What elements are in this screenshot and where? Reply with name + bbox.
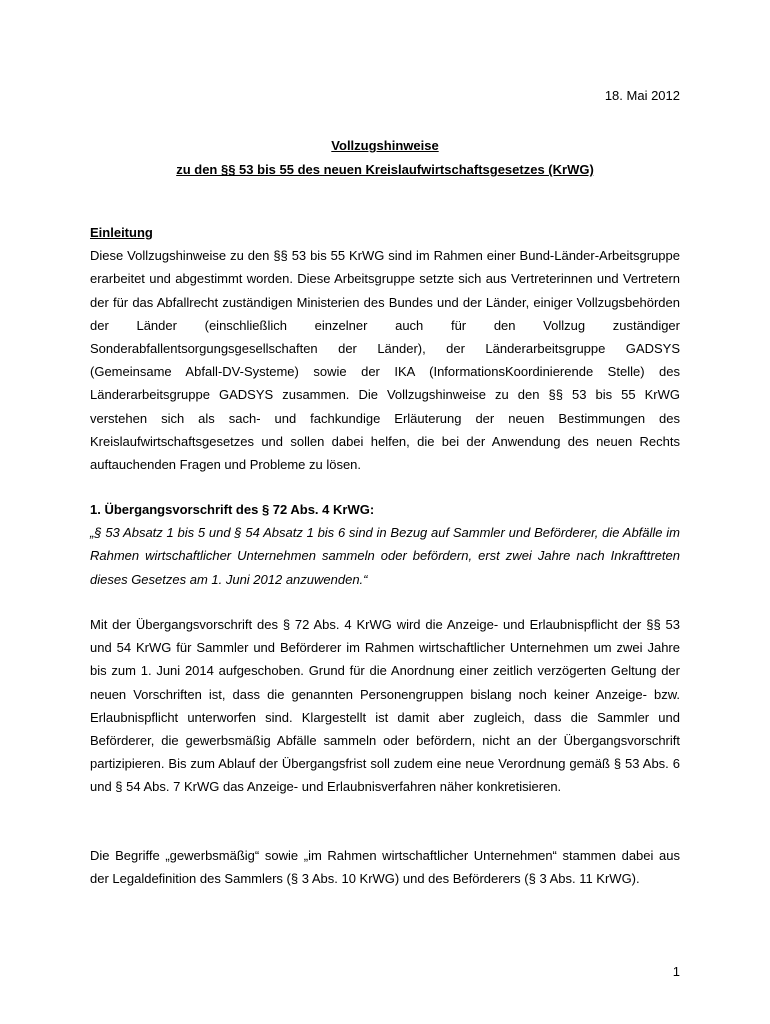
page-number: 1 — [672, 964, 680, 979]
document-date: 18. Mai 2012 — [604, 88, 680, 103]
title-line-2: zu den §§ 53 bis 55 des neuen Kreislaufwirtschaftsgesetzes (KrWG) — [176, 162, 594, 177]
section-1-quote: „§ 53 Absatz 1 bis 5 und § 54 Absatz 1 bis 6 sind in Bezug auf Sammler und Beförderer, die Abfälle im Rahmen wirtschaftlicher Unternehmen sammeln oder befördern, erst zwei Jahre nach Inkrafttreten dieses Gesetzes am 1. Juni 2012 anzuwenden.“ — [90, 525, 680, 587]
paragraph-2 — [90, 613, 680, 799]
paragraph-3-text: Die Begriffe „gewerbsmäßig“ sowie „im Rahmen wirtschaftlicher Unternehmen“ stammen dabei aus der Legaldefinition des Sammlers (§ 3 Abs. 10 KrWG) und des Beförderers (§ 3 Abs. 11 KrWG). — [90, 848, 680, 887]
paragraph-3 — [90, 844, 680, 890]
section-1 — [90, 498, 680, 591]
intro-heading: Einleitung — [90, 225, 153, 240]
intro-section — [90, 221, 680, 476]
title-line-1: Vollzugshinweise — [331, 138, 439, 153]
paragraph-2-text: Mit der Übergangsvorschrift des § 72 Abs. 4 KrWG wird die Anzeige- und Erlaubnispflicht der §§ 53 und 54 KrWG für Sammler und Beförderer im Rahmen wirtschaftlicher Unternehmen um zwei Jahre bis zum 1. Juni 2014 aufgeschoben. Grund für die Anordnung einer zeitlich verzögerten Geltung der neuen Vorschriften ist, dass die genannten Personengruppen bislang noch keiner Anzeige- bzw. Erlaubnispflicht unterworfen sind. Klargestellt ist damit aber zugleich, dass die Sammler und Beförderer, die gewerbsmäßig Abfälle sammeln oder befördern, nicht an der Übergangsvorschrift partizipieren. Bis zum Ablauf der Übergangsfrist soll zudem eine neue Verordnung gemäß § 53 Abs. 6 und § 54 Abs. 7 KrWG das Anzeige- und Erlaubnisverfahren näher konkretisieren. — [90, 617, 680, 795]
document-title — [90, 134, 680, 182]
intro-paragraph: Diese Vollzugshinweise zu den §§ 53 bis 55 KrWG sind im Rahmen einer Bund-Länder-Arbeitsgruppe erarbeitet und abgestimmt worden. Diese Arbeitsgruppe setzte sich aus Vertreterinnen und Vertretern der für das Abfallrecht zuständigen Ministerien des Bundes und der Länder, einiger Vollzugsbehörden der Länder (einschließlich einzelner auch für den Vollzug zuständiger Sonderabfallentsorgungsgesellschaften der Länder), der Länderarbeitsgruppe GADSYS (Gemeinsame Abfall-DV-Systeme) sowie der IKA (InformationsKoordinierende Stelle) des Länderarbeitsgruppe GADSYS zusammen. Die Vollzugshinweise zu den §§ 53 bis 55 KrWG verstehen sich als sach- und fachkundige Erläuterung der neuen Bestimmungen des Kreislaufwirtschaftsgesetzes und sollen dabei helfen, die bei der Anwendung des neuen Rechts auftauchenden Fragen und Probleme zu lösen. — [90, 248, 680, 473]
section-1-heading: 1. Übergangsvorschrift des § 72 Abs. 4 KrWG: — [90, 502, 375, 517]
